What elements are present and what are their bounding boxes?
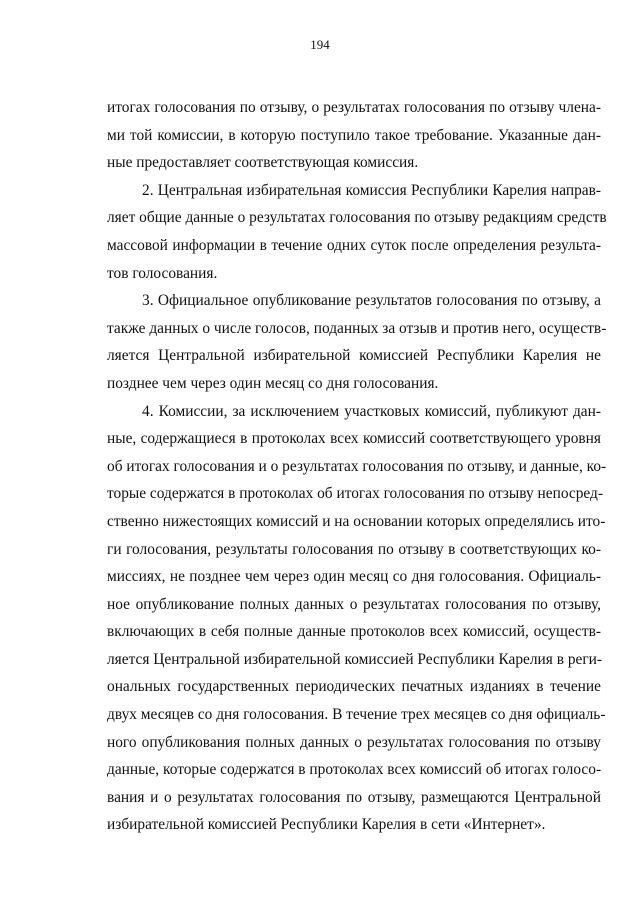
text-line: также данных о числе голосов, поданных за отзыв и против него, осуществ- xyxy=(107,319,607,337)
text-line: ляется Центральной избирательной комиссией Республики Карелия не xyxy=(107,347,601,365)
text-line: ного опубликования полных данных о результатах голосования по отзыву xyxy=(107,733,601,751)
paragraph-first-line: 4. Комиссии, за исключением участковых комиссий, публикуют дан- xyxy=(142,402,601,420)
text-line: вания и о результатах голосования по отзыву, размещаются Центральной xyxy=(107,788,601,806)
page-number: 194 xyxy=(310,37,330,52)
text-line: тов голосования. xyxy=(107,264,218,282)
paragraph-first-line: 3. Официальное опубликование результатов голосования по отзыву, а xyxy=(142,292,601,310)
text-line: ги голосования, результаты голосования по отзыву в соответствующих ко- xyxy=(107,540,601,558)
text-line: ляется Центральной избирательной комиссией Республики Карелия в реги- xyxy=(107,650,603,668)
text-line: данные, которые содержатся в протоколах всех комиссий об итогах голосо- xyxy=(107,761,602,779)
text-line: двух месяцев со дня голосования. В течение трех месяцев со дня официаль- xyxy=(107,706,606,724)
text-line: торые содержатся в протоколах об итогах голосования по отзыву непосред- xyxy=(107,485,604,503)
text-line: ляет общие данные о результатах голосования по отзыву редакциям средств xyxy=(107,209,607,227)
text-line: включающих в себя полные данные протоколов всех комиссий, осуществ- xyxy=(107,623,601,641)
text-line: ные предоставляет соответствующая комиссия. xyxy=(107,154,419,172)
text-line: итогах голосования по отзыву, о результатах голосования по отзыву члена- xyxy=(107,99,601,116)
text-line: об итогах голосования и о результатах голосования по отзыву, и данные, ко- xyxy=(107,457,607,475)
text-line: ственно нижестоящих комиссий и на основании которых определялись ито- xyxy=(107,512,606,530)
text-line: ные, содержащиеся в протоколах всех комиссий соответствующего уровня xyxy=(107,430,601,448)
text-line: ональных государственных периодических печатных изданиях в течение xyxy=(107,678,601,696)
text-line: ми той комиссии, в которую поступило такое требование. Указанные дан- xyxy=(107,126,601,144)
text-line: миссиях, не позднее чем через один месяц со дня голосования. Официаль- xyxy=(107,568,601,586)
text-line: избирательной комиссией Республики Карелия в сети «Интернет». xyxy=(107,816,546,834)
paragraph-first-line: 2. Центральная избирательная комиссия Республики Карелия направ- xyxy=(142,181,601,199)
text-line: ное опубликование полных данных о результатах голосования по отзыву, xyxy=(107,595,601,613)
text-line: массовой информации в течение одних суток после определения результа- xyxy=(107,236,601,254)
document-body xyxy=(107,94,607,839)
text-line: позднее чем через один месяц со дня голосования. xyxy=(107,374,439,392)
